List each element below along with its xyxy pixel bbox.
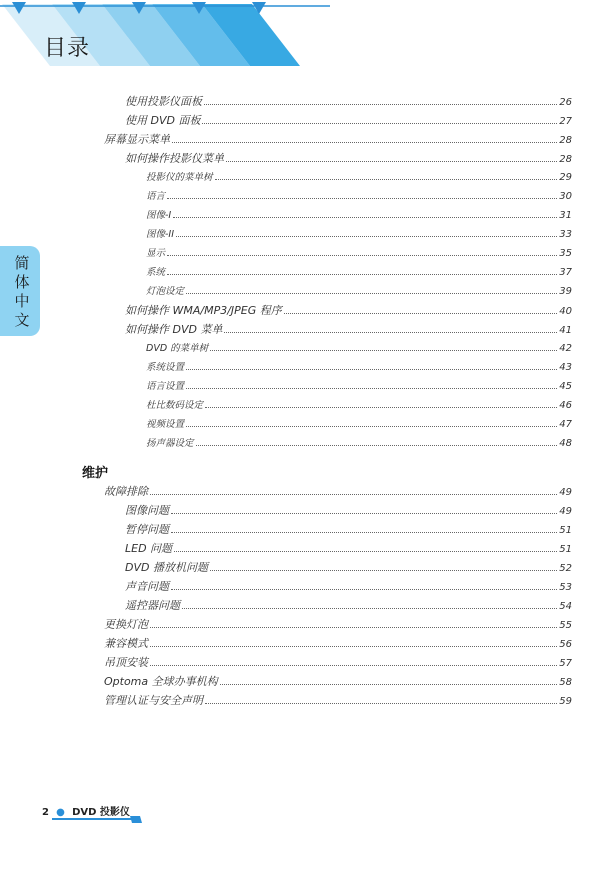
toc-entry[interactable]: [125, 558, 572, 577]
toc-entry[interactable]: [125, 520, 572, 539]
toc-entry[interactable]: [125, 149, 572, 168]
toc-entry[interactable]: [104, 634, 572, 653]
toc-entry-page: 46: [559, 400, 572, 411]
toc-entry[interactable]: [104, 615, 572, 634]
toc-dot-leader: [167, 254, 557, 256]
toc-entry-title: 投影仪的菜单树: [146, 172, 213, 183]
toc-dot-leader: [171, 531, 557, 533]
toc-entry-page: 41: [559, 325, 572, 336]
toc-entry-page: 53: [559, 582, 572, 593]
toc-entry[interactable]: [104, 672, 572, 691]
toc-entry[interactable]: [125, 577, 572, 596]
toc-dot-leader: [182, 607, 557, 609]
toc-entry-page: 59: [559, 696, 572, 707]
footer-product-name: DVD 投影仪: [72, 807, 130, 818]
toc-entry-page: 37: [559, 267, 572, 278]
toc-entry-page: 45: [559, 381, 572, 392]
toc-entry-title: 系统设置: [146, 362, 185, 373]
toc-dot-leader: [204, 103, 557, 105]
toc-entry-title: 图像-II: [146, 229, 175, 240]
page-title: 目录: [44, 36, 91, 61]
toc-entry-title: 更换灯泡: [104, 618, 148, 631]
toc-entry[interactable]: [125, 111, 572, 130]
toc-dot-leader: [150, 626, 557, 628]
toc-entry[interactable]: [146, 225, 572, 244]
toc-dot-leader: [205, 702, 557, 704]
toc-dot-leader: [171, 512, 557, 514]
toc-entry-title: 语言设置: [146, 381, 185, 392]
toc-entry-title: 屏幕显示菜单: [104, 133, 170, 146]
toc-entry[interactable]: [125, 596, 572, 615]
toc-entry[interactable]: [146, 415, 572, 434]
toc-entry-title: 遥控器问题: [125, 599, 180, 612]
toc-entry-title: 暂停问题: [125, 523, 169, 536]
footer-page-number: 2: [42, 807, 49, 818]
toc-entry-title: DVD 播放机问题: [125, 561, 208, 574]
toc-dot-leader: [224, 331, 557, 333]
toc-entry-page: 27: [559, 116, 572, 127]
toc-entry[interactable]: [146, 244, 572, 263]
toc-entry-page: 31: [559, 210, 572, 221]
toc-entry-title: DVD 的菜单树: [146, 343, 209, 354]
toc-entry-title: 杜比数码设定: [146, 400, 204, 411]
toc-entry-page: 28: [559, 135, 572, 146]
toc-entry[interactable]: [125, 301, 572, 320]
footer-underline-accent: [52, 816, 142, 824]
toc-dot-leader: [173, 216, 557, 218]
toc-entry-page: 40: [559, 306, 572, 317]
language-side-tab-label: 简体中文: [14, 254, 30, 329]
toc-entry-title: 吊顶安装: [104, 656, 148, 669]
toc-entry-title: 故障排除: [104, 485, 148, 498]
section-heading-maintenance: 维护: [82, 466, 109, 481]
toc-dot-leader: [202, 122, 557, 124]
toc-entry-page: 42: [559, 343, 572, 354]
toc-entry[interactable]: [146, 377, 572, 396]
toc-entry-title: 灯泡设定: [146, 286, 185, 297]
toc-entry-page: 33: [559, 229, 572, 240]
toc-entry-title: 使用 DVD 面板: [125, 114, 201, 127]
toc-entry[interactable]: [146, 187, 572, 206]
toc-entry-title: Optoma 全球办事机构: [104, 675, 218, 688]
toc-entry-page: 54: [559, 601, 572, 612]
toc-entry-title: 管理认证与安全声明: [104, 694, 203, 707]
toc-entry[interactable]: [125, 501, 572, 520]
toc-dot-leader: [176, 235, 557, 237]
toc-dot-leader: [284, 312, 557, 314]
toc-entry-page: 30: [559, 191, 572, 202]
toc-entry[interactable]: [146, 434, 572, 453]
toc-entry-title: 视频设置: [146, 419, 185, 430]
toc-dot-leader: [150, 493, 557, 495]
toc-entry-page: 55: [559, 620, 572, 631]
toc-entry-title: 如何操作投影仪菜单: [125, 152, 224, 165]
toc-entry[interactable]: [125, 92, 572, 111]
toc-entry-page: 43: [559, 362, 572, 373]
toc-entry[interactable]: [125, 539, 572, 558]
toc-dot-leader: [150, 664, 557, 666]
toc-entry-page: 49: [559, 487, 572, 498]
footer-bullet: ●: [56, 807, 65, 818]
toc-entry-page: 47: [559, 419, 572, 430]
toc-dot-leader: [171, 588, 557, 590]
toc-entry-title: 语言: [146, 191, 166, 202]
toc-entry[interactable]: [146, 206, 572, 225]
toc-entry-page: 58: [559, 677, 572, 688]
toc-dot-leader: [167, 273, 557, 275]
toc-entry-title: 使用投影仪面板: [125, 95, 202, 108]
toc-entry-page: 26: [559, 97, 572, 108]
toc-entry[interactable]: [146, 396, 572, 415]
toc-dot-leader: [196, 444, 558, 446]
toc-entry-page: 39: [559, 286, 572, 297]
toc-entry-title: 显示: [146, 248, 166, 259]
toc-entry-title: 图像问题: [125, 504, 169, 517]
toc-entry-page: 52: [559, 563, 572, 574]
toc-entry[interactable]: [104, 653, 572, 672]
toc-dot-leader: [215, 178, 558, 180]
toc-dot-leader: [174, 550, 557, 552]
toc-dot-leader: [210, 349, 557, 351]
toc-entry-title: 声音问题: [125, 580, 169, 593]
toc-entry[interactable]: [146, 168, 572, 187]
toc-dot-leader: [186, 387, 557, 389]
toc-entry[interactable]: [125, 320, 572, 339]
toc-entry-page: 51: [559, 525, 572, 536]
toc-entry-page: 56: [559, 639, 572, 650]
toc-entry-title: 如何操作 DVD 菜单: [125, 323, 223, 336]
toc-entry-page: 49: [559, 506, 572, 517]
toc-dot-leader: [186, 425, 557, 427]
toc-entry[interactable]: [146, 358, 572, 377]
toc-entry-title: 如何操作 WMA/MP3/JPEG 程序: [125, 304, 282, 317]
toc-entry[interactable]: [146, 339, 572, 358]
toc-entry-title: 扬声器设定: [146, 438, 194, 449]
toc-entry-page: 28: [559, 154, 572, 165]
toc-entry-page: 48: [559, 438, 572, 449]
toc-entry-page: 35: [559, 248, 572, 259]
toc-entry[interactable]: [146, 282, 572, 301]
toc-entry[interactable]: [104, 482, 572, 501]
toc-dot-leader: [167, 197, 557, 199]
toc-dot-leader: [220, 683, 558, 685]
toc-dot-leader: [210, 569, 557, 571]
toc-entry-page: 51: [559, 544, 572, 555]
toc-entry[interactable]: [104, 691, 572, 710]
toc-dot-leader: [186, 368, 557, 370]
toc-entry-title: LED 问题: [125, 542, 173, 555]
toc-entry-title: 图像-I: [146, 210, 172, 221]
toc-entry[interactable]: [104, 130, 572, 149]
toc-entry-title: 兼容模式: [104, 637, 148, 650]
toc-entry-title: 系统: [146, 267, 166, 278]
toc-entry-page: 29: [559, 172, 572, 183]
toc-entry[interactable]: [146, 263, 572, 282]
toc-dot-leader: [205, 406, 557, 408]
toc-dot-leader: [172, 141, 557, 143]
toc-dot-leader: [186, 292, 557, 294]
toc-dot-leader: [150, 645, 557, 647]
toc-entry-page: 57: [559, 658, 572, 669]
toc-dot-leader: [226, 160, 557, 162]
